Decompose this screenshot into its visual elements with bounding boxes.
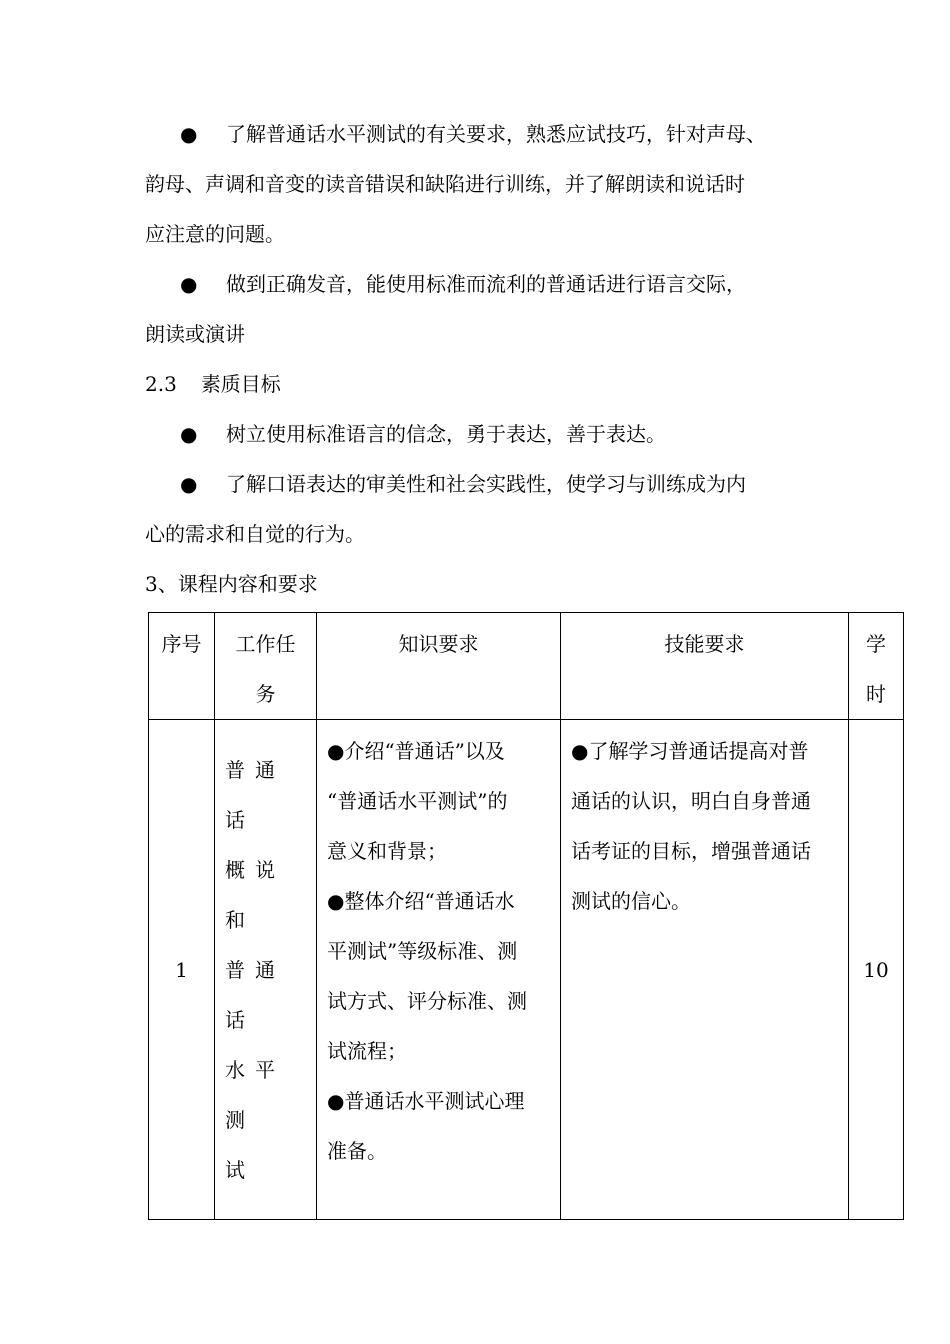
header-seq: 序号	[149, 613, 215, 720]
header-task: 工作任 务	[215, 613, 317, 720]
header-hours: 学 时	[849, 613, 904, 720]
quality-goal-1: ● 树立使用标准语言的信念，勇于表达，善于表达。	[180, 419, 666, 449]
section-heading-3: 3、课程内容和要求	[145, 572, 318, 596]
paragraph-2-line-2: 朗读或演讲	[145, 322, 245, 346]
row-1-task: 普通话 概说和 普通话 水平测 试	[215, 720, 317, 1220]
paragraph-1-line-2: 韵母、声调和音变的读音错误和缺陷进行训练，并了解朗读和说话时	[145, 172, 745, 196]
course-content-table	[148, 612, 904, 1220]
section-heading-2-3: 2.3 素质目标	[145, 372, 281, 396]
bullet-icon: ●	[180, 272, 198, 296]
table-header-row	[149, 613, 904, 720]
row-1-knowledge: ●介绍“普通话”以及 “普通话水平测试”的 意义和背景； ●整体介绍“普通话水 平测试”等级标准、测 试方式、评分标准、测 试流程； ●普通话水平测试心理 准备。	[317, 720, 561, 1220]
bullet-icon: ●	[180, 422, 198, 446]
paragraph-1-line-1: ● 了解普通话水平测试的有关要求，熟悉应试技巧，针对声母、	[180, 119, 766, 149]
quality-goal-2-line-1: ● 了解口语表达的审美性和社会实践性，使学习与训练成为内	[180, 469, 746, 499]
paragraph-1-line-3: 应注意的问题。	[145, 222, 285, 246]
row-1-skill: ●了解学习普通话提高对普 通话的认识，明白自身普通 话考证的目标，增强普通话 测试的信心。	[561, 720, 849, 1220]
bullet-icon: ●	[180, 122, 198, 146]
row-1-seq: 1	[149, 720, 215, 1220]
paragraph-2-line-1: ● 做到正确发音，能使用标准而流利的普通话进行语言交际，	[180, 269, 746, 299]
row-1-hours: 10	[849, 720, 904, 1220]
table-row	[149, 720, 904, 1220]
header-knowledge: 知识要求	[317, 613, 561, 720]
quality-goal-2-line-2: 心的需求和自觉的行为。	[145, 522, 365, 546]
bullet-icon: ●	[180, 472, 198, 496]
header-skill: 技能要求	[561, 613, 849, 720]
